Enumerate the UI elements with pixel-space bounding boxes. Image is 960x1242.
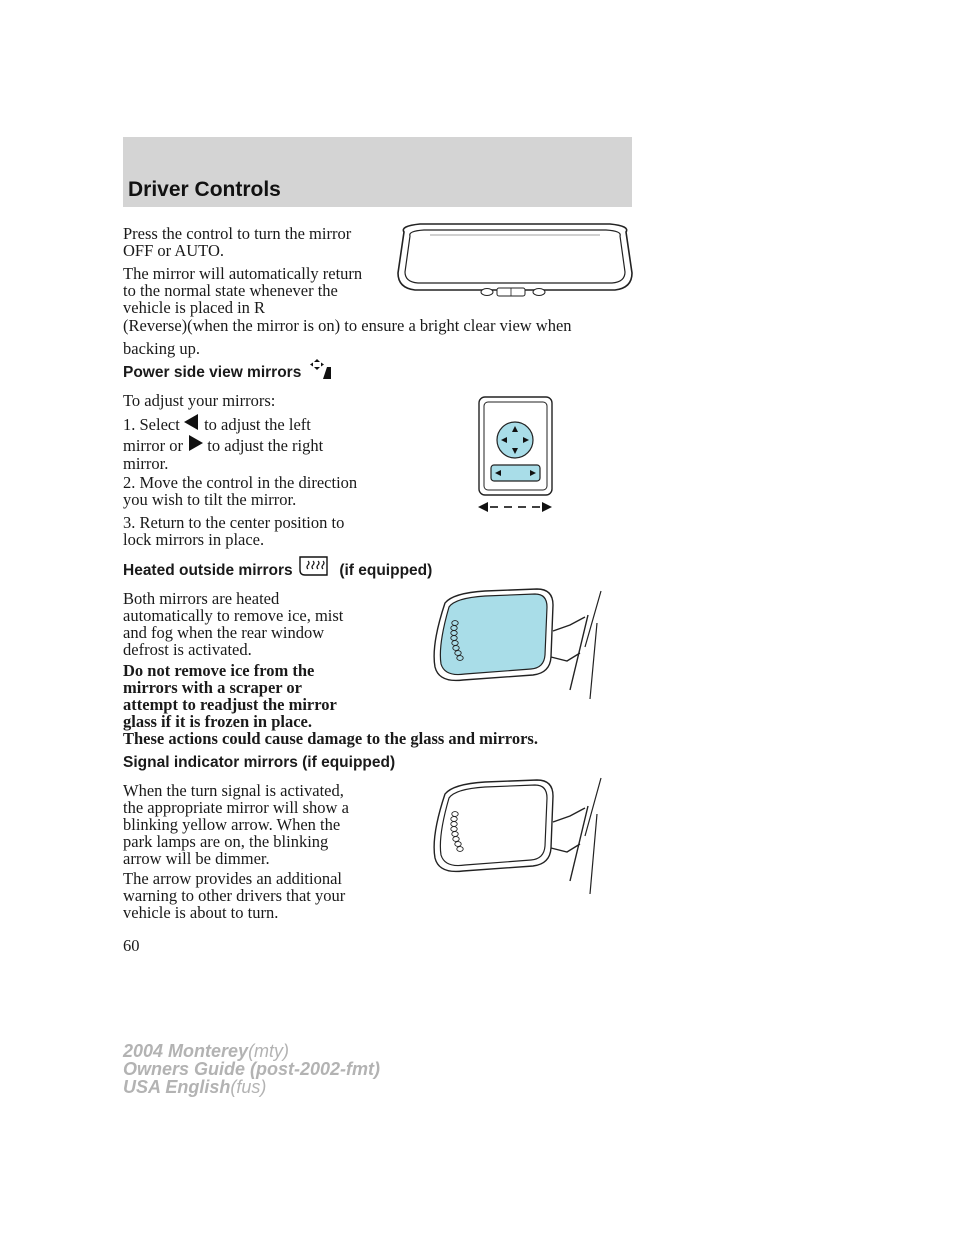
power-mirrors-step-3: 3. Return to the center position to lock mirrors in place. bbox=[123, 513, 345, 549]
heated-mirrors-description: Both mirrors are heated automatically to remove ice, mist and fog when the rear window defrost is activated. bbox=[123, 589, 344, 659]
power-mirrors-step-2: 2. Move the control in the direction you wish to tilt the mirror. bbox=[123, 473, 358, 509]
heated-mirror-icon bbox=[299, 555, 329, 577]
mirror-control-icon bbox=[308, 359, 332, 379]
power-mirrors-heading: Power side view mirrors bbox=[123, 364, 332, 382]
footer-line-2: Owners Guide (post-2002-fmt) bbox=[123, 1059, 381, 1079]
right-triangle-icon bbox=[187, 435, 203, 451]
mirror-switch-illustration bbox=[475, 395, 555, 515]
page-number: 60 bbox=[123, 936, 140, 955]
signal-mirrors-heading: Signal indicator mirrors (if equipped) bbox=[123, 754, 396, 771]
intro-paragraph-1: Press the control to turn the mirror OFF or AUTO. bbox=[123, 224, 352, 260]
power-mirrors-step-1: 1. Select to adjust the left mirror or to adjust the right mirror. bbox=[123, 415, 324, 473]
footer-line-3: USA English(fus) bbox=[123, 1077, 267, 1097]
intro-paragraph-2: The mirror will automatically return to the normal state whenever the vehicle is placed in R bbox=[123, 264, 363, 317]
heated-mirrors-warning: Do not remove ice from the mirrors with a scraper or attempt to readjust the mirror glass if it is frozen in place. These actions could cause damage to the glass and mirrors. bbox=[123, 661, 538, 748]
signal-mirrors-description: When the turn signal is activated, the appropriate mirror will show a blinking yellow arrow. When the park lamps are on, the blinking arrow will be dimmer. bbox=[123, 781, 349, 868]
heated-mirrors-heading: Heated outside mirrors (if equipped) bbox=[123, 562, 432, 580]
intro-paragraph-2-cont: (Reverse)(when the mirror is on) to ensure a bright clear view when backing up. bbox=[123, 316, 572, 358]
heated-mirror-illustration bbox=[425, 585, 610, 705]
document-footer bbox=[123, 1042, 380, 1096]
signal-mirrors-note: The arrow provides an additional warning to other drivers that your vehicle is about to turn. bbox=[123, 869, 346, 922]
page-title: Driver Controls bbox=[128, 178, 281, 201]
left-triangle-icon bbox=[184, 414, 200, 430]
signal-mirror-illustration bbox=[425, 776, 610, 898]
power-mirrors-intro: To adjust your mirrors: bbox=[123, 391, 276, 410]
footer-line-1: 2004 Monterey(mty) bbox=[123, 1041, 290, 1061]
rearview-mirror-illustration bbox=[390, 218, 640, 303]
